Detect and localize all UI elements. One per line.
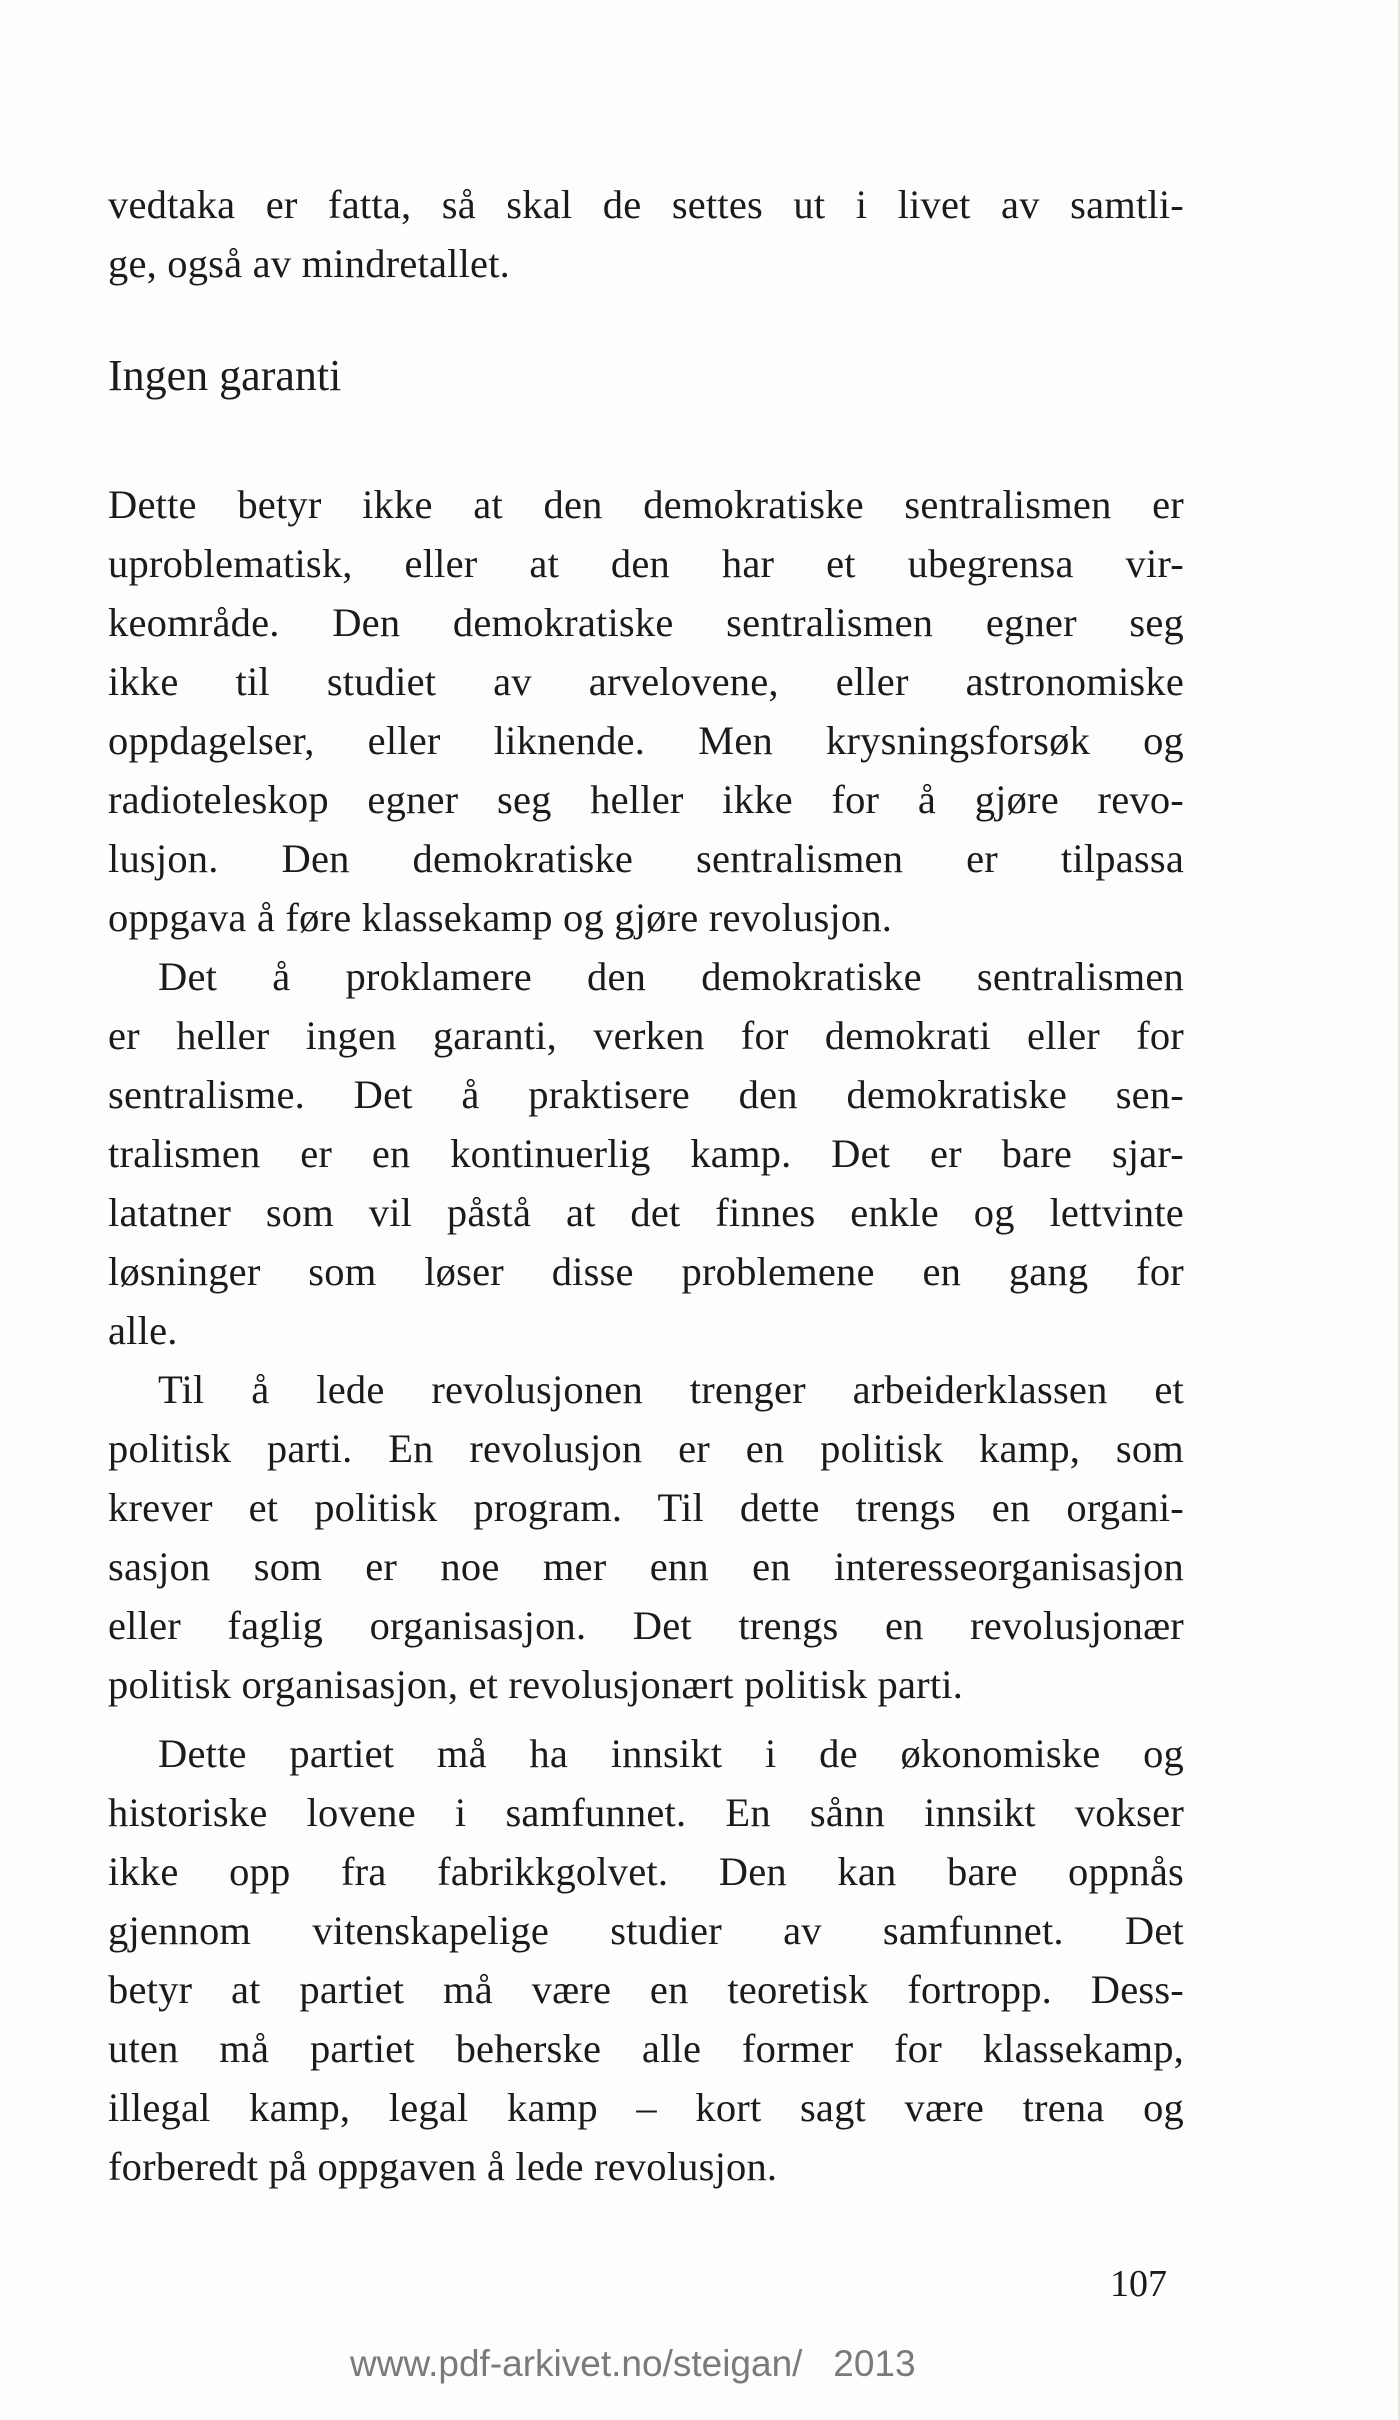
text-line: historiske lovene i samfunnet. En sånn innsikt vokser	[108, 1790, 1184, 1835]
text-line: latatner som vil påstå at det finnes enkle og lettvinte	[108, 1190, 1184, 1235]
text-line: Til å lede revolusjonen trenger arbeiderklassen et	[158, 1367, 1184, 1412]
text-line: vedtaka er fatta, så skal de settes ut i livet av samtli-	[108, 182, 1184, 227]
text-line: lusjon. Den demokratiske sentralismen er tilpassa	[108, 836, 1184, 881]
text-line: radioteleskop egner seg heller ikke for å gjøre revo-	[108, 777, 1184, 822]
text-line: politisk organisasjon, et revolusjonært politisk parti.	[108, 1662, 964, 1707]
text-line: gjennom vitenskapelige studier av samfunnet. Det	[108, 1908, 1184, 1953]
text-line: sasjon som er noe mer enn en interesseorganisasjon	[108, 1544, 1184, 1589]
text-line: politisk parti. En revolusjon er en politisk kamp, som	[108, 1426, 1184, 1471]
page-number: 107	[1110, 2263, 1167, 2305]
text-line: krever et politisk program. Til dette trengs en organi-	[108, 1485, 1184, 1530]
text-line: tralismen er en kontinuerlig kamp. Det er bare sjar-	[108, 1131, 1184, 1176]
text-line: ikke opp fra fabrikkgolvet. Den kan bare oppnås	[108, 1849, 1184, 1894]
text-line: alle.	[108, 1308, 178, 1353]
text-line: eller faglig organisasjon. Det trengs en revolusjonær	[108, 1603, 1184, 1648]
section-heading: Ingen garanti	[108, 351, 342, 400]
text-line: uproblematisk, eller at den har et ubegrensa vir-	[108, 541, 1184, 586]
text-line: sentralisme. Det å praktisere den demokratiske sen-	[108, 1072, 1184, 1117]
text-line: er heller ingen garanti, verken for demokrati eller for	[108, 1013, 1184, 1058]
watermark-url: www.pdf-arkivet.no/steigan/	[350, 2343, 803, 2384]
watermark	[350, 2343, 916, 2385]
text-line: Det å proklamere den demokratiske sentralismen	[158, 954, 1184, 999]
text-line: løsninger som løser disse problemene en gang for	[108, 1249, 1184, 1294]
text-line: uten må partiet beherske alle former for klassekamp,	[108, 2026, 1184, 2071]
text-line: forberedt på oppgaven å lede revolusjon.	[108, 2144, 778, 2189]
text-line: ge, også av mindretallet.	[108, 241, 510, 286]
text-line: illegal kamp, legal kamp – kort sagt være trena og	[108, 2085, 1184, 2130]
text-line: Dette partiet må ha innsikt i de økonomiske og	[158, 1731, 1184, 1776]
text-line: oppgava å føre klassekamp og gjøre revolusjon.	[108, 895, 893, 940]
text-line: Dette betyr ikke at den demokratiske sentralismen er	[108, 482, 1184, 527]
watermark-year: 2013	[833, 2343, 916, 2384]
text-line: ikke til studiet av arvelovene, eller astronomiske	[108, 659, 1184, 704]
text-line: oppdagelser, eller liknende. Men krysningsforsøk og	[108, 718, 1184, 763]
text-line: betyr at partiet må være en teoretisk fortropp. Dess-	[108, 1967, 1184, 2012]
text-line: keområde. Den demokratiske sentralismen egner seg	[108, 600, 1184, 645]
